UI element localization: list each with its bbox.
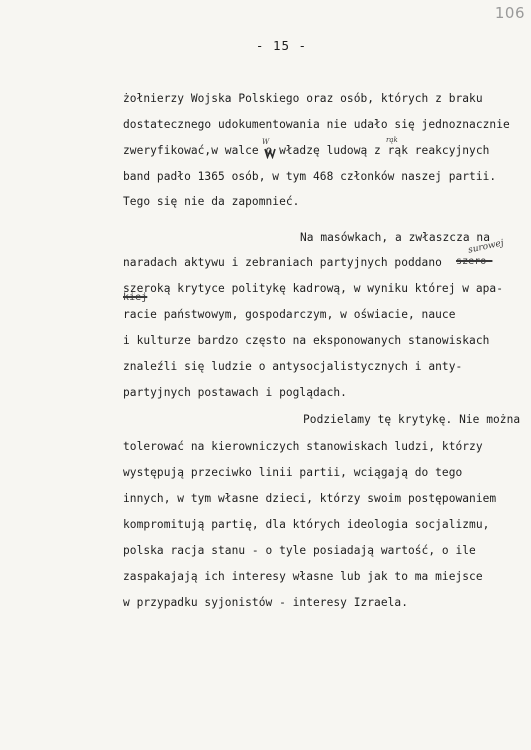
text-line: żołnierzy Wojska Polskiego oraz osób, których z braku [123, 92, 483, 105]
text-line: naradach aktywu i zebraniach partyjnych poddano [123, 256, 442, 269]
text-line: kompromitują partię, dla których ideologia socjalizmu, [123, 518, 490, 531]
struck-word-end: kiej [123, 292, 148, 303]
text-line: racie państwowym, gospodarczym, w oświacie, nauce [123, 308, 456, 321]
page-number: - 15 - [255, 38, 308, 53]
archive-page-number: 106 [494, 4, 525, 22]
text-line: partyjnych postawach i poglądach. [123, 386, 347, 399]
ink-overwrite-mark [264, 147, 276, 159]
text-line: polska racja stanu - o tyle posiadają wartość, o ile [123, 544, 476, 557]
text-line: Na masówkach, a zwłaszcza na [300, 231, 490, 244]
text-line: zaspakajają ich interesy własne lub jak to ma miejsce [123, 570, 483, 583]
text-line: występują przeciwko linii partii, wciągają do tego [123, 466, 463, 479]
text-line: dostatecznego udokumentowania nie udało się jednoznacznie [123, 118, 510, 131]
text-line: w przypadku syjonistów - interesy Izraela. [123, 596, 408, 609]
text-line: znaleźli się ludzie o antysocjalistycznych i anty- [123, 360, 463, 373]
handwritten-mark: rąk [386, 136, 398, 144]
text-line: i kulturze bardzo często na eksponowanych stanowiskach [123, 334, 490, 347]
text-line: zweryfikować,w walce o władzę ludową z rąk reakcyjnych [123, 144, 490, 157]
text-line: Tego się nie da zapomnieć. [123, 195, 300, 208]
text-line: Podzielamy tę krytykę. Nie można [303, 413, 521, 426]
handwritten-mark: W [262, 138, 270, 146]
text-line: tolerować na kierowniczych stanowiskach ludzi, którzy [123, 440, 483, 453]
struck-word-start: szero- [456, 256, 493, 267]
text-line: innych, w tym własne dzieci, którzy swoim postępowaniem [123, 492, 497, 505]
text-line: band padło 1365 osób, w tym 468 członków naszej partii. [123, 170, 497, 183]
handwritten-correction: surowej [467, 238, 505, 256]
text-line: szeroką krytyce politykę kadrową, w wyniku której w apa- [123, 282, 503, 295]
